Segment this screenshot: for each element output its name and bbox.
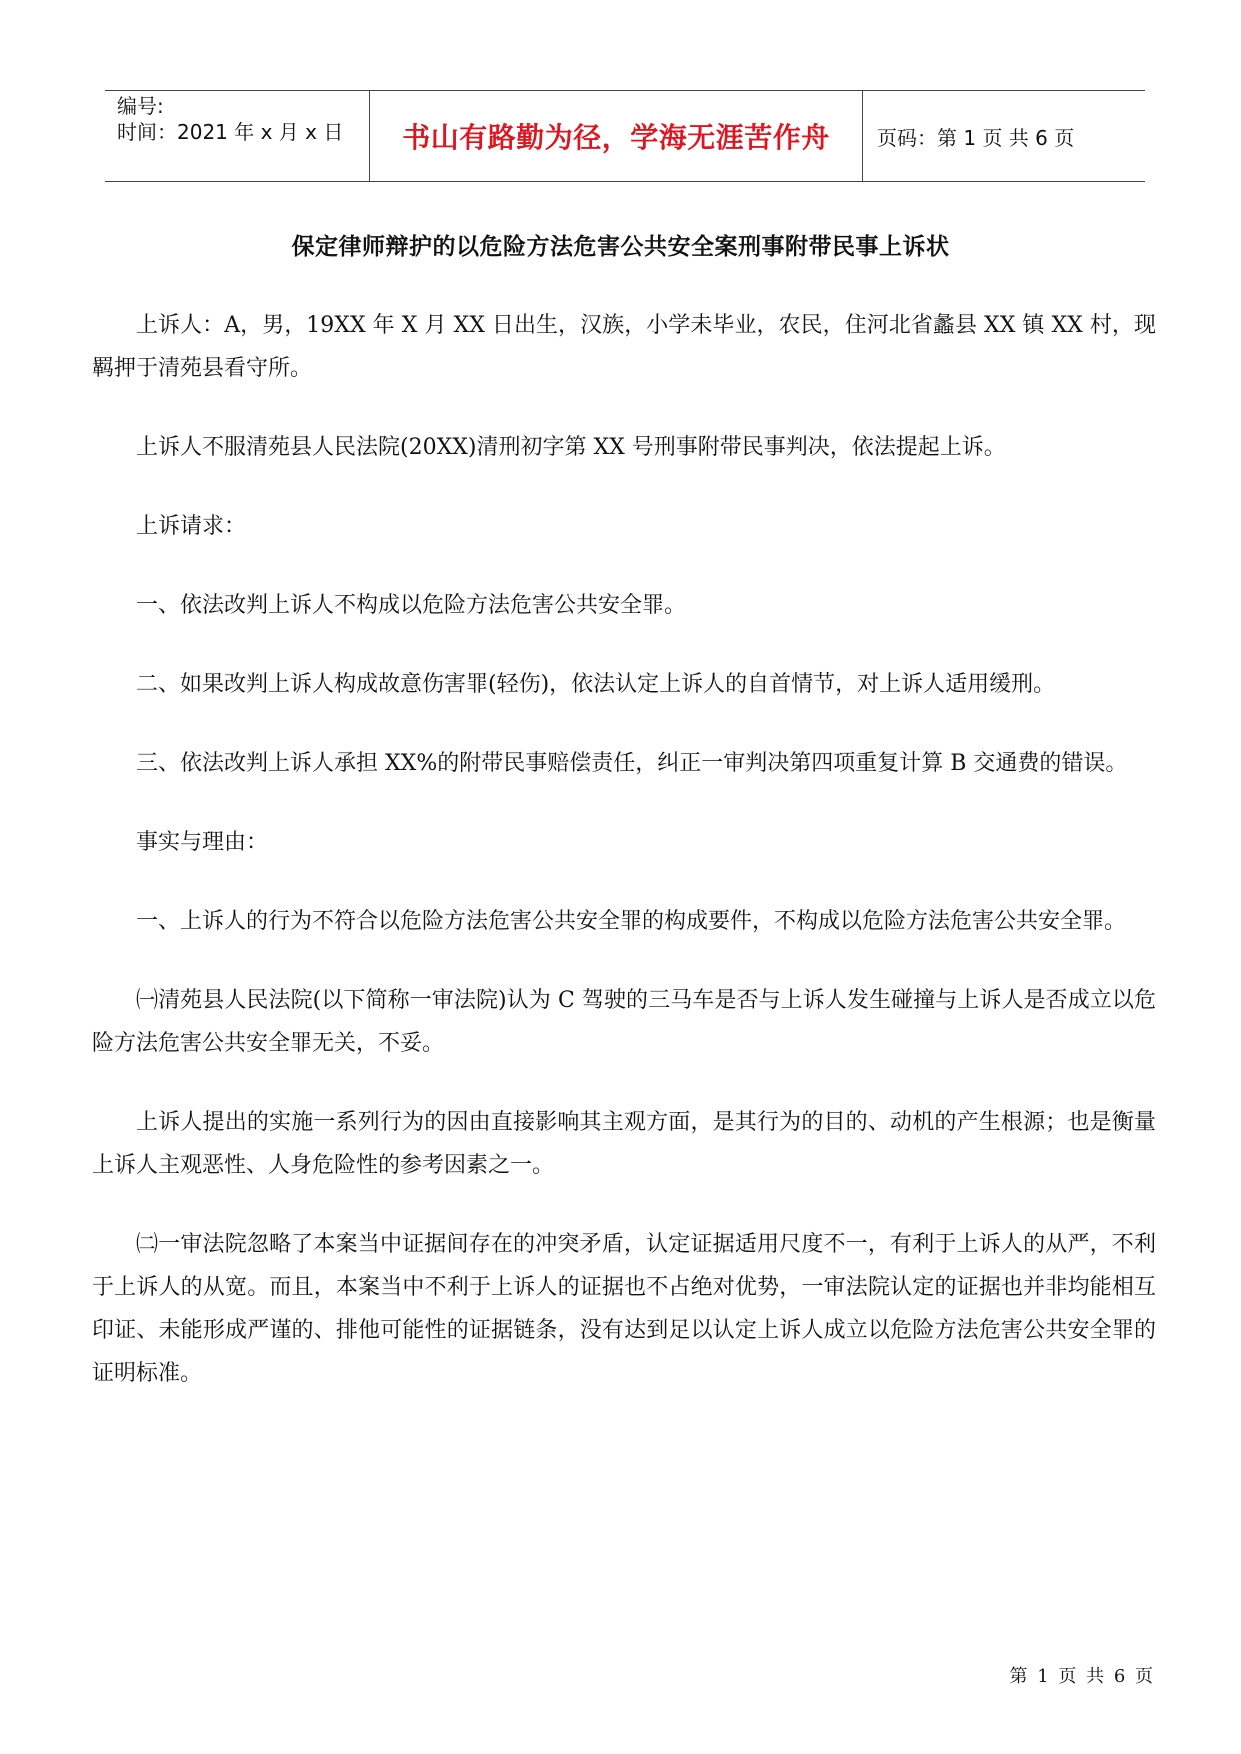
paragraph: ㈠清苑县人民法院(以下简称一审法院)认为 C 驾驶的三马车是否与上诉人发生碰撞与上诉人是否成立以危险方法危害公共安全罪无关，不妥。 — [92, 988, 1156, 1056]
paragraph: 二、如果改判上诉人构成故意伤害罪(轻伤)，依法认定上诉人的自首情节，对上诉人适用缓刑。 — [136, 672, 1056, 697]
document-title: 保定律师辩护的以危险方法危害公共安全案刑事附带民事上诉状 — [291, 234, 950, 260]
paragraph: ㈡一审法院忽略了本案当中证据间存在的冲突矛盾，认定证据适用尺度不一，有利于上诉人的从严，不利于上诉人的从宽。而且，本案当中不利于上诉人的证据也不占绝对优势，一审法院认定的证据也并非均能相互印证、未能形成严谨的、排他可能性的证据链条，没有达到足以认定上诉人成立以危险方法危害公共安全罪的证明标准。 — [92, 1232, 1156, 1386]
paragraph: 上诉请求： — [136, 514, 247, 539]
paragraph: 上诉人提出的实施一系列行为的因由直接影响其主观方面，是其行为的目的、动机的产生根源；也是衡量上诉人主观恶性、人身危险性的参考因素之一。 — [92, 1110, 1156, 1178]
document-header — [105, 90, 1145, 182]
paragraph: 上诉人：A，男，19XX 年 X 月 XX 日出生，汉族，小学未毕业，农民，住河北省蠡县 XX 镇 XX 村，现羁押于清苑县看守所。 — [92, 313, 1156, 381]
document-body — [92, 304, 1156, 1431]
page-footer: 第 1 页 共 6 页 — [1009, 1666, 1155, 1687]
number-label: 编号: — [117, 94, 164, 118]
time-label: 时间：2021 年 x 月 x 日 — [117, 120, 344, 144]
header-meta-cell — [105, 91, 370, 181]
paragraph: 事实与理由： — [136, 830, 269, 855]
page-info: 页码：第 1 页 共 6 页 — [877, 125, 1075, 150]
header-page-cell — [863, 91, 1145, 181]
header-motto-cell — [370, 91, 863, 181]
paragraph: 三、依法改判上诉人承担 XX%的附带民事赔偿责任，纠正一审判决第四项重复计算 B 交通费的错误。 — [136, 751, 1128, 776]
paragraph: 一、依法改判上诉人不构成以危险方法危害公共安全罪。 — [136, 593, 687, 618]
paragraph: 一、上诉人的行为不符合以危险方法危害公共安全罪的构成要件，不构成以危险方法危害公共安全罪。 — [136, 909, 1127, 934]
motto-text: 书山有路勤为径，学海无涯苦作舟 — [402, 121, 830, 154]
paragraph: 上诉人不服清苑县人民法院(20XX)清刑初字第 XX 号刑事附带民事判决，依法提起上诉。 — [136, 435, 1006, 460]
